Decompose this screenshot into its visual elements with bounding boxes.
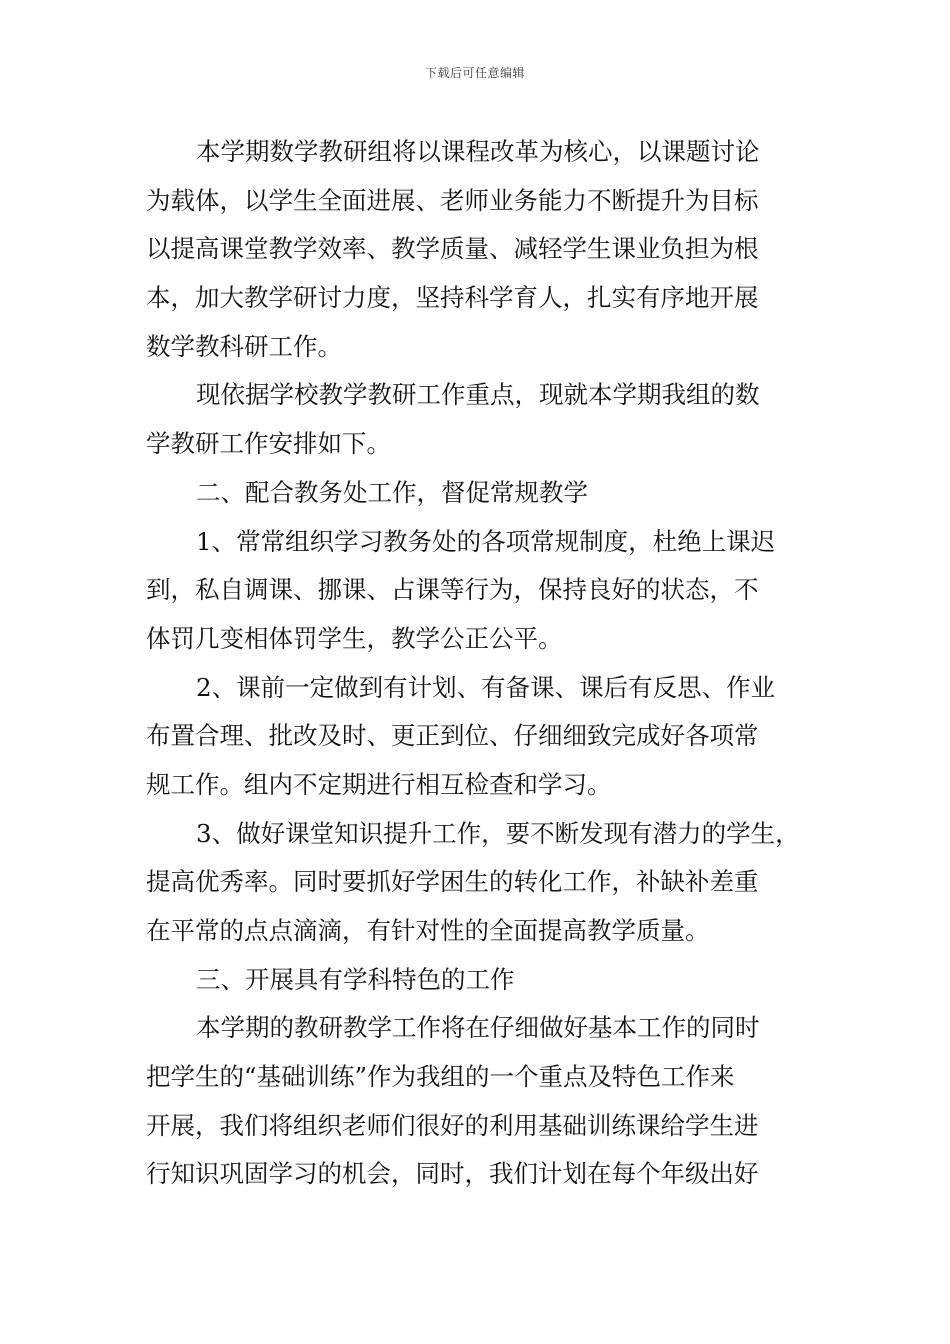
text-line: 为载体，以学生全面进展、老师业务能力不断提升为目标 xyxy=(146,185,759,215)
paragraph-3 xyxy=(146,1004,806,1199)
paragraph-2 xyxy=(146,371,806,468)
text-line: 在平常的点点滴滴，有针对性的全面提高教学质量。 xyxy=(146,916,710,945)
text-line: 本学期的教研教学工作将在仔细做好基本工作的同时 xyxy=(196,1013,760,1043)
text-line: 以提高课堂教学效率、教学质量、减轻学生课业负担为根 xyxy=(146,234,759,264)
text-line: 布置合理、批改及时、更正到位、仔细细致完成好各项常 xyxy=(146,721,759,751)
text-line: 本学期数学教研组将以课程改革为核心，以课题讨论 xyxy=(196,137,760,166)
paragraph-item-1 xyxy=(146,518,806,664)
text-line: 到，私自调课、挪课、占课等行为，保持良好的状态，不 xyxy=(146,575,759,605)
paragraph-1 xyxy=(146,128,806,371)
text-line: 现依据学校教学教研工作重点，现就本学期我组的数 xyxy=(196,380,760,410)
document-body xyxy=(146,128,806,1199)
section-heading-3 xyxy=(146,956,806,1005)
text-line: 本，加大教学研讨力度，坚持科学育人，扎实有序地开展 xyxy=(146,283,759,313)
text-line: 提高优秀率。同时要抓好学困生的转化工作，补缺补差重 xyxy=(146,867,759,897)
text-line: 体罚几变相体罚学生，教学公正公平。 xyxy=(146,623,563,653)
text-line: 规工作。组内不定期进行相互检查和学习。 xyxy=(146,769,612,799)
text-line: 学教研工作安排如下。 xyxy=(146,429,391,459)
text-line: 把学生的“基础训练”作为我组的一个重点及特色工作来 xyxy=(146,1062,735,1092)
text-line: 3、做好课堂知识提升工作，要不断发现有潜力的学生， xyxy=(196,818,800,848)
text-line: 开展，我们将组织老师们很好的利用基础训练课给学生进 xyxy=(146,1110,759,1140)
paragraph-item-3 xyxy=(146,810,806,956)
paragraph-item-2 xyxy=(146,664,806,810)
section-heading-2 xyxy=(146,469,806,518)
text-line: 2、课前一定做到有计划、有备课、课后有反思、作业 xyxy=(196,672,776,702)
page-header: 下载后可任意编辑 xyxy=(424,66,525,80)
text-line: 二、配合教务处工作，督促常规教学 xyxy=(196,477,588,507)
text-line: 数学教科研工作。 xyxy=(146,331,342,361)
text-line: 1、常常组织学习教务处的各项常规制度，杜绝上课迟 xyxy=(196,526,776,556)
text-line: 行知识巩固学习的机会，同时，我们计划在每个年级出好 xyxy=(146,1159,759,1189)
text-line: 三、开展具有学科特色的工作 xyxy=(196,964,515,994)
